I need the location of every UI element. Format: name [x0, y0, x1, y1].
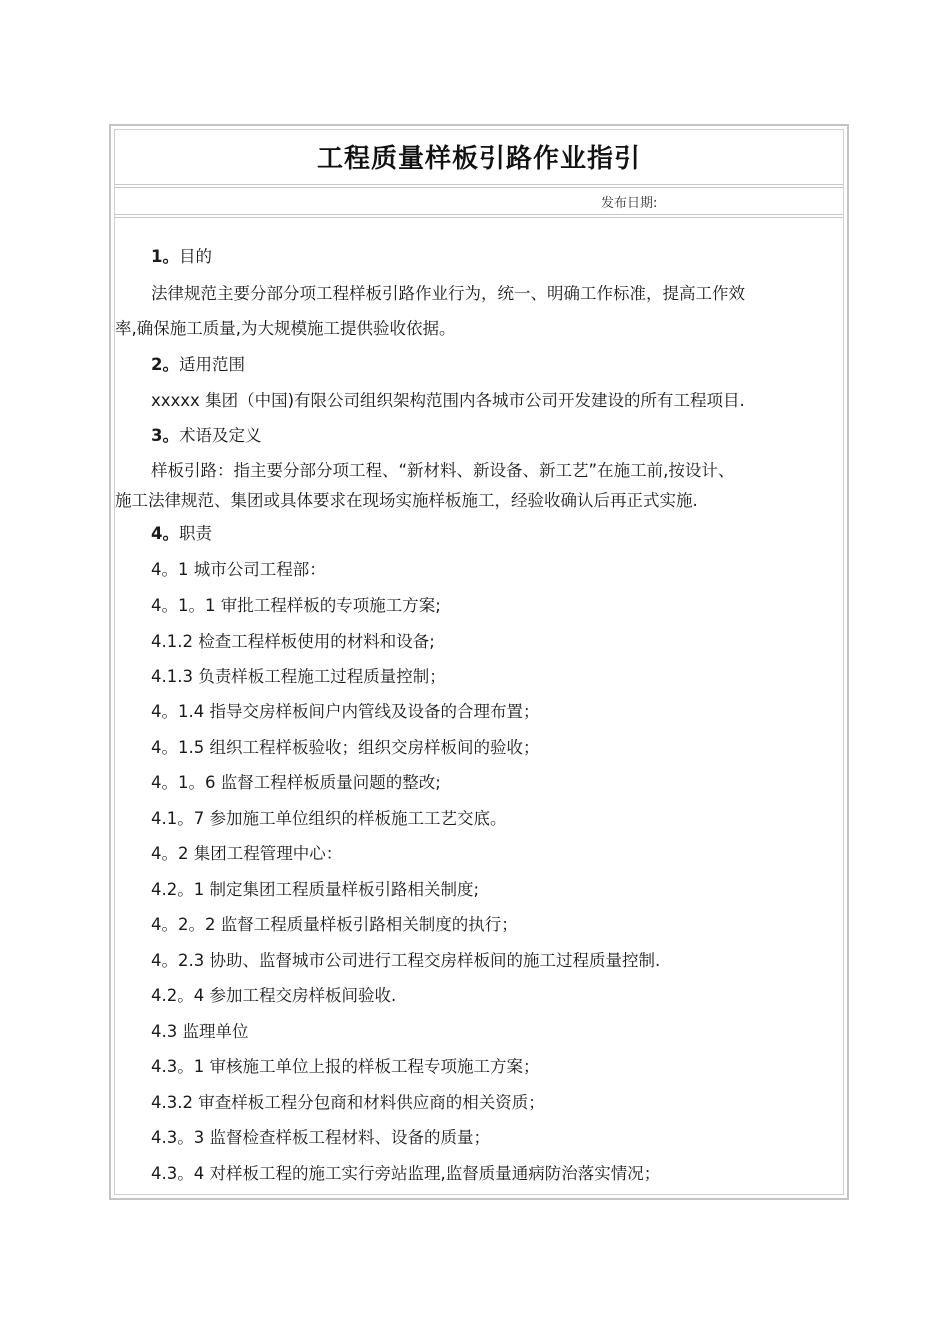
paragraph-line: 样板引路：指主要分部分项工程、“新材料、新设备、新工艺”在施工前,按设计、: [151, 461, 735, 480]
list-item: 4.3。1 审核施工单位上报的样板工程专项施工方案；: [151, 1057, 540, 1076]
list-item: 4.1.3 负责样板工程施工过程质量控制；: [151, 667, 446, 686]
list-item: 4.1.2 检查工程样板使用的材料和设备;: [151, 632, 435, 651]
section-heading: 4。职责: [151, 524, 212, 543]
list-item: 4。2 集团工程管理中心：: [151, 844, 343, 863]
header-divider: [115, 217, 843, 218]
list-item: 4。1。6 监督工程样板质量问题的整改;: [151, 773, 441, 792]
section-heading: 2。适用范围: [151, 355, 245, 374]
section-heading: 1。目的: [151, 247, 212, 266]
paragraph-line: 法律规范主要分部分项工程样板引路作业行为，统一、明确工作标准，提高工作效: [151, 284, 745, 303]
list-item: 4。1.4 指导交房样板间户内管线及设备的合理布置；: [151, 702, 540, 721]
document-title: 工程质量样板引路作业指引: [316, 144, 641, 174]
list-item: 4。2.3 协助、监督城市公司进行工程交房样板间的施工过程质量控制.: [151, 951, 661, 970]
list-item: 4.1。7 参加施工单位组织的样板施工工艺交底。: [151, 809, 507, 828]
list-item: 4。1.5 组织工程样板验收；组织交房样板间的验收；: [151, 738, 540, 757]
list-item: 4.3.2 审查样板工程分包商和材料供应商的相关资质；: [151, 1093, 545, 1112]
publish-date-label: 发布日期:: [601, 196, 658, 211]
list-item: 4.3 监理单位: [151, 1022, 249, 1041]
paragraph-line: xxxxx 集团（中国)有限公司组织架构范围内各城市公司开发建设的所有工程项目.: [151, 391, 745, 410]
list-item: 4.2。4 参加工程交房样板间验收.: [151, 986, 397, 1005]
title-divider: [115, 187, 843, 188]
paragraph-line: 率,确保施工质量,为大规模施工提供验收依据。: [115, 319, 456, 338]
list-item: 4.3。3 监督检查样板工程材料、设备的质量；: [151, 1128, 490, 1147]
header-divider: [115, 214, 843, 215]
list-item: 4。1 城市公司工程部：: [151, 560, 326, 579]
title-divider: [115, 184, 843, 185]
document-frame: [109, 124, 849, 1200]
paragraph-line: 施工法律规范、集团或具体要求在现场实施样板施工，经验收确认后再正式实施.: [115, 491, 698, 510]
list-item: 4.2。1 制定集团工程质量样板引路相关制度;: [151, 880, 480, 899]
section-heading: 3。术语及定义: [151, 426, 262, 445]
list-item: 4。1。1 审批工程样板的专项施工方案;: [151, 596, 441, 615]
list-item: 4。2。2 监督工程质量样板引路相关制度的执行；: [151, 915, 518, 934]
list-item: 4.3。4 对样板工程的施工实行旁站监理,监督质量通病防治落实情况；: [151, 1164, 661, 1183]
